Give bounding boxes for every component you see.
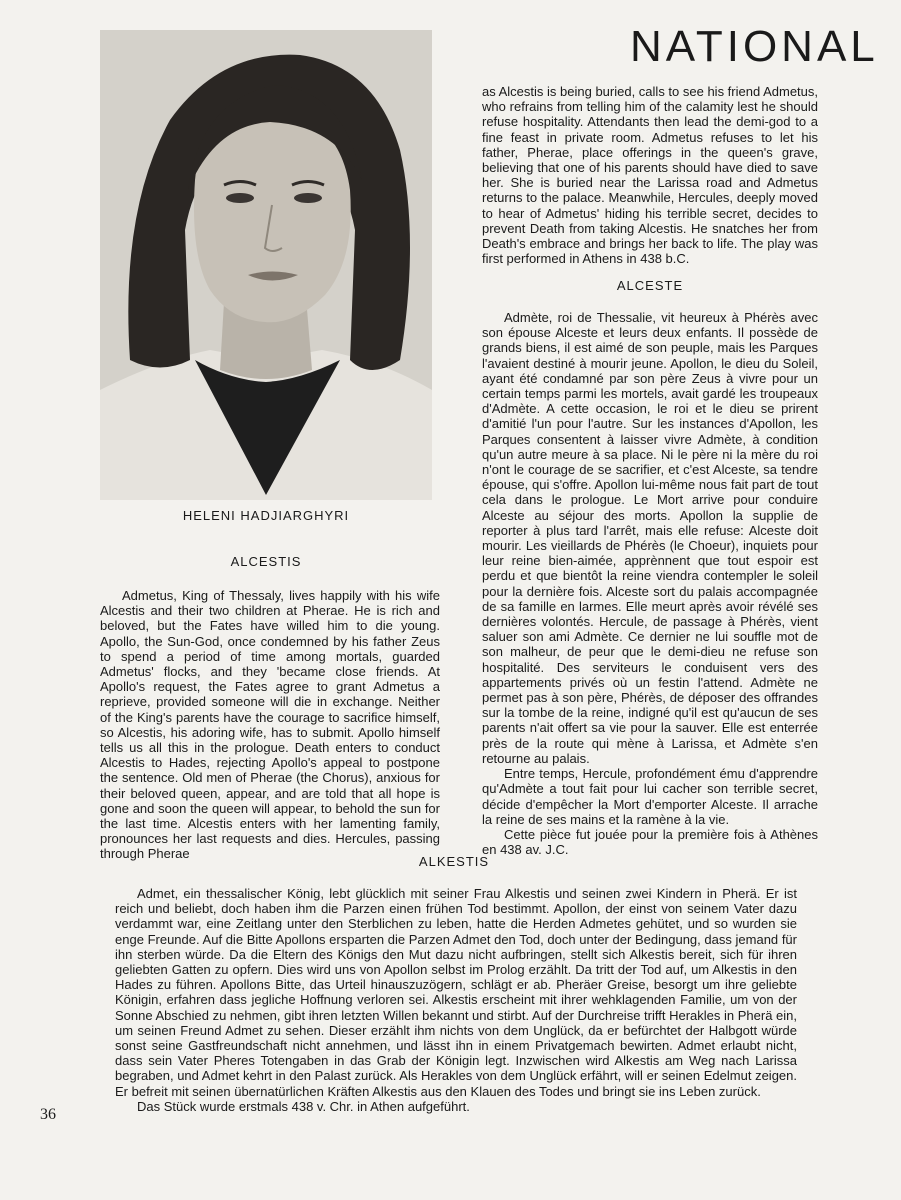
english-heading: ALCESTIS (230, 554, 302, 569)
french-heading: ALCESTE (616, 278, 684, 293)
english-continuation-column (482, 84, 818, 266)
english-column (100, 588, 440, 862)
german-paragraph-1: Admet, ein thessalischer König, lebt glücklich mit seiner Frau Alkestis und seinen zwei Kindern in Pherä. Er ist reich und beliebt, doch haben ihm die Parzen einen frühen Tod bestimmt. Apollon, der einst von seinem Vater dazu verdammt war, eine Zeitlang unter den Sterblichen zu leben, hatte die Herden Admetes gehütet, und so wurden sie enge Freunde. Auf die Bitte Apollons ersparten die Parzen Admet den Tod, doch unter der Bedingung, dass jemand für ihn sterben würde. Da die Eltern des Königs den Mut dazu nicht aufbringen, stellt sich Alkestis bereit, sich für ihren geliebten Gatten zu opfern. Dies wird uns von Apollon selbst im Prolog erzählt. Da tritt der Tod auf, um Alkestis in den Hades zu führen. Apollons Bitte, das Urteil hinauszuzögern, schlägt er ab. Pheräer Greise, besorgt um ihre geliebte Königin, erfahren dass jegliche Hoffnung verloren sei. Alkestis erscheint mit ihrer wehklagenden Familie, um von der Sonne Abschied zu nehmen, gibt ihren letzten Willen bekannt und stirbt. Auf der Durchreise trifft Herakles in Pherä ein, um seinen Freund Admet zu sehen. Dieser erzählt ihm nichts von dem Unglück, da er befürchtet der Halbgott würde sonst seine Gastfreundschaft nicht annehmen, und lässt ihn in einem Privatgemach bewirten. Admet erlaubt nicht, dass sein Vater Pheres Totengaben in das Grab der Königin legt. Inzwischen wird Alkestis am Weg nach Larissa begraben, und Admet kehrt in den Palast zurück. Als Herakles von dem Unglück erfährt, will er seinen Edelmut zeigen. Er befreit mit seinen übernatürlichen Kräften Alkestis aus den Klauen des Todes und bringt sie ins Leben zurück. (115, 886, 797, 1099)
german-column (115, 886, 797, 1114)
portrait-image (100, 30, 432, 500)
english-paragraph: Admetus, King of Thessaly, lives happily with his wife Alcestis and their two children at Pherae. He is rich and beloved, but the Fates have willed him to die young. Apollo, the Sun-God, once condemned by his father Zeus to spend a period of time among mortals, guarded Admetus' flocks, and they 'became close friends. At Apollo's request, the Fates agree to grant Admetus a reprieve, provided someone will die in exchange. Neither of the King's parents have the courage to sacrifice himself, so Alcestis, his adoring wife, has to submit. Apollo himself tells us all this in the prologue. Death enters to conduct Alcestis to Hades, rejecting Apollo's appeal to postpone the sentence. Old men of Pherae (the Chorus), anxious for their beloved queen, appear, and are told that all hope is gone and soon the queen will appear, to behold the sun for the last time. Alcestis enters with her lamenting family, pronounces her last requests and dies. Hercules, passing through Pherae (100, 588, 440, 862)
french-column (482, 310, 818, 857)
french-paragraph-1: Admète, roi de Thessalie, vit heureux à Phérès avec son épouse Alceste et leurs deux enfants. Il possède de grands biens, il est aimé de son peuple, mais les Parques l'avaient destiné à mourir jeune. Apollon, le dieu du Soleil, ayant été condamné par son père Zeus à vivre pour un certain temps parmi les mortels, avait gardé les troupeaux d'Admète. A cette occasion, le roi et le dieu se prirent d'amitié l'un pour l'autre. Sur les instances d'Apollon, les Parques consentent à laisser vivre Admète, à condition qu'un autre meure à sa place. Ni le père ni la mère du roi n'ont le courage de se sacrifier, et c'est Alceste, sa tendre épouse, qui s'offre. Apollon lui-même nous fait part de tout cela dans le prologue. Le Mort arrive pour conduire Alceste au séjour des morts. Apollon la supplie de reporter à plus tard l'arrêt, mais elle refuse: Alceste doit mourir. Les vieillards de Phérès (le Choeur), inquiets pour leur reine bien-aimée, apprènnent que tout espoir est perdu et que bientôt la reine viendra contempler le soleil pour la dernière fois. Alceste sort du palais accompagnée de sa famille en larmes. Elle meurt après avoir révélé ses dernières volontés. Hercule, de passage à Phérès, vient saluer son ami Admète. Ce dernier ne lui souffle mot de son malheur, de peur que le demi-dieu ne refuse son hospitalité. Des serviteurs le conduisent vers des appartements privés où un festin l'attend. Admète ne permet pas à son père, Phérès, de déposer des offrandes sur la tombe de la reine, indigné qu'il est qu'aucun de ses parents n'ait offert sa vie pour la sauver. Elle est enterrée près de la route qui mène à Larissa, et Admète s'en retourne au palais. (482, 310, 818, 766)
photo-caption: HELENI HADJIARGHYRI (182, 508, 350, 523)
french-paragraph-2: Entre temps, Hercule, profondément ému d'apprendre qu'Admète a tout fait pour lui cacher son terrible secret, décide d'empêcher la Mort d'emporter Alceste. Il arrache la reine de ses mains et la ramène à la vie. (482, 766, 818, 827)
french-paragraph-3: Cette pièce fut jouée pour la première fois à Athènes en 438 av. J.C. (482, 826, 818, 858)
english-continuation: as Alcestis is being buried, calls to see his friend Admetus, who refrains from telling him of the calamity lest he should refuse hospitality. Attendants then lead the demi-god to a fine feast in private room. Admetus refuses to let his father, Pherae, place offerings in the queen's grave, believing that one of his parents should have died to save her. She is buried near the Larissa road and Admetus returns to the palace. Meanwhile, Hercules, deeply moved to hear of Admetus' hiding his terrible secret, decides to prevent Death from taking Alcestis. He snatches her from Death's embrace and brings her back to life. The play was first performed in Athens in 438 b.C. (482, 84, 819, 267)
german-heading: ALKESTIS (418, 854, 490, 869)
section-header: NATIONAL (630, 22, 879, 71)
german-paragraph-2: Das Stück wurde erstmals 438 v. Chr. in Athen aufgeführt. (137, 1098, 470, 1114)
page-number: 36 (40, 1106, 56, 1123)
portrait-photo (100, 30, 432, 500)
